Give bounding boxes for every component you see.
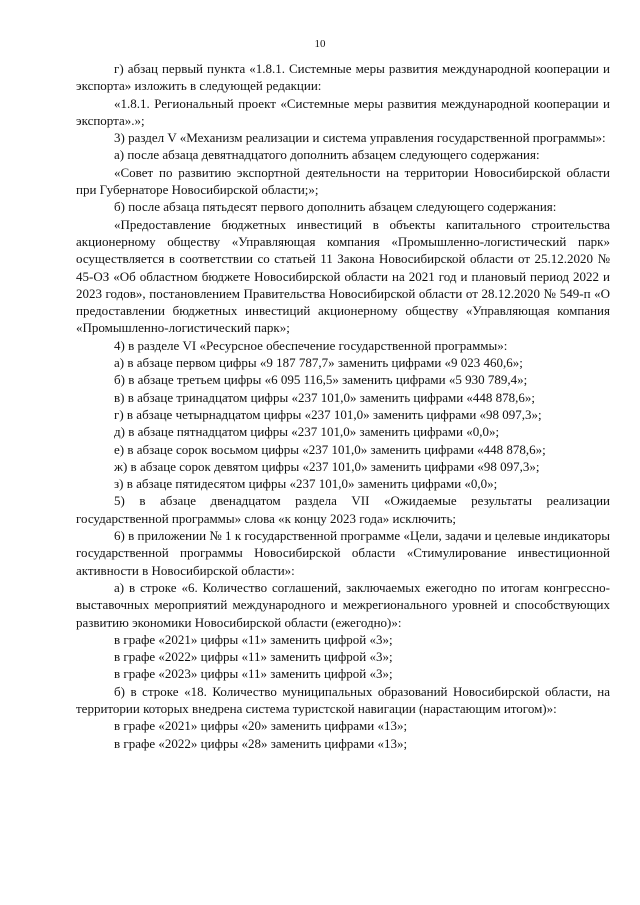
document-body bbox=[76, 60, 610, 752]
paragraph-budget-investments: «Предоставление бюджетных инвестиций в объекты капитального строительства акционерному обществу «Управляющая компания «Промышленно-логистический парк» осуществляется в соответствии со статьей 11 Закона Новосибирской области от 25.12.2020 № 45-ОЗ «Об областном бюджете Новосибирской области на 2021 год и плановый период 2022 и 2023 годов», постановлением Правительства Новосибирской области от 28.12.2020 № 549-п «О предоставлении бюджетных инвестиций акционерному обществу «Управляющая компания «Промышленно-логистический парк»; bbox=[76, 216, 610, 336]
paragraph-vi-d: д) в абзаце пятнадцатом цифры «237 101,0» заменить цифрами «0,0»; bbox=[114, 424, 500, 440]
paragraph-row-18: б) в строке «18. Количество муниципальных образований Новосибирской области, на территории которых внедрена система туристской навигации (нарастающим итогом)»: bbox=[76, 683, 610, 716]
paragraph-row-18-2022: в графе «2022» цифры «28» заменить цифрами «13»; bbox=[114, 735, 408, 751]
paragraph-row-18-2021: в графе «2021» цифры «20» заменить цифрами «13»; bbox=[114, 718, 408, 734]
paragraph-vi-g: г) в абзаце четырнадцатом цифры «237 101,0» заменить цифрами «98 097,3»; bbox=[114, 406, 542, 422]
paragraph-section-v: 3) раздел V «Механизм реализации и система управления государственной программы»: bbox=[114, 130, 606, 146]
paragraph-vi-b: б) в абзаце третьем цифры «6 095 116,5» заменить цифрами «5 930 789,4»; bbox=[114, 372, 528, 388]
paragraph-vi-e: е) в абзаце сорок восьмом цифры «237 101,0» заменить цифрами «448 878,6»; bbox=[114, 441, 546, 457]
paragraph-item-a: а) после абзаца девятнадцатого дополнить абзацем следующего содержания: bbox=[114, 147, 540, 163]
paragraph-vi-v: в) в абзаце тринадцатом цифры «237 101,0» заменить цифрами «448 878,6»; bbox=[114, 389, 536, 405]
paragraph-appendix-1: 6) в приложении № 1 к государственной программе «Цели, задачи и целевые индикаторы государственной программы Новосибирской области «Стимулирование инвестиционной активности в Новосибирской области»: bbox=[76, 528, 610, 578]
paragraph-row-6-2022: в графе «2022» цифры «11» заменить цифрой «3»; bbox=[114, 649, 393, 665]
paragraph-vi-a: а) в абзаце первом цифры «9 187 787,7» заменить цифрами «9 023 460,6»; bbox=[114, 355, 523, 371]
paragraph-item-b: б) после абзаца пятьдесят первого дополнить абзацем следующего содержания: bbox=[114, 199, 557, 215]
paragraph-section-vi: 4) в разделе VI «Ресурсное обеспечение государственной программы»: bbox=[114, 337, 508, 353]
paragraph-export-council: «Совет по развитию экспортной деятельности на территории Новосибирской области при Губернаторе Новосибирской области;»; bbox=[76, 164, 610, 198]
paragraph-row-6-2021: в графе «2021» цифры «11» заменить цифрой «3»; bbox=[114, 631, 393, 647]
page-number: 10 bbox=[314, 38, 326, 50]
paragraph-vi-z: з) в абзаце пятидесятом цифры «237 101,0» заменить цифрами «0,0»; bbox=[114, 476, 498, 492]
paragraph-item-g-heading: г) абзац первый пункта «1.8.1. Системные меры развития международной кооперации и экспорта» изложить в следующей редакции: bbox=[76, 61, 610, 94]
paragraph-section-vii: 5) в абзаце двенадцатом раздела VII «Ожидаемые результаты реализации государственной программы» слова «к концу 2023 года» исключить; bbox=[76, 493, 610, 526]
paragraph-row-6: а) в строке «6. Количество соглашений, заключаемых ежегодно по итогам конгрессно-выставочных мероприятий международного и межрегионального уровней и способствующих развитию экономики Новосибирской области (ежегодно)»: bbox=[76, 579, 610, 630]
paragraph-row-6-2023: в графе «2023» цифры «11» заменить цифрой «3»; bbox=[114, 666, 393, 682]
paragraph-vi-zh: ж) в абзаце сорок девятом цифры «237 101,0» заменить цифрами «98 097,3»; bbox=[114, 458, 540, 474]
paragraph-project-title: «1.8.1. Региональный проект «Системные меры развития международной кооперации и экспорта».»; bbox=[76, 95, 610, 128]
